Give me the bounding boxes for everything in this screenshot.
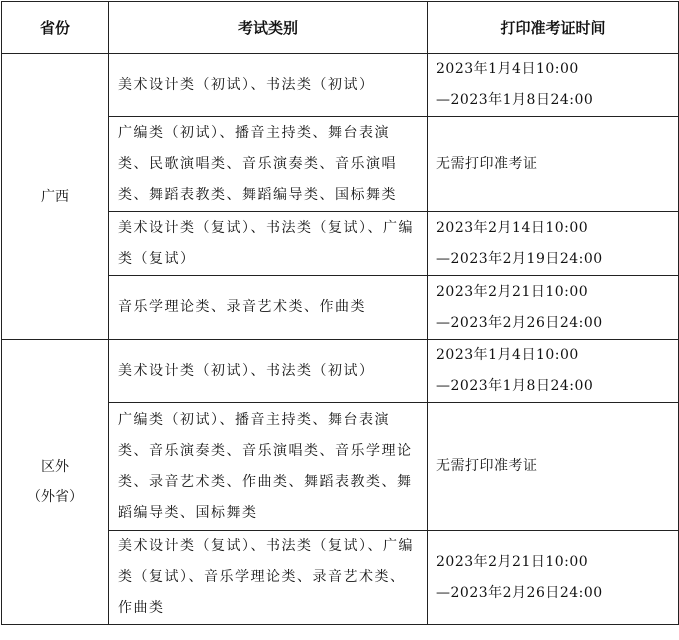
table-row bbox=[2, 340, 679, 403]
category-cell: 广编类（初试）、播音主持类、舞台表演类、音乐演奏类、音乐演唱类、音乐学理论类、录音艺术类、作曲类、舞蹈表教类、舞蹈编导类、国标舞类 bbox=[109, 403, 428, 531]
province-outside bbox=[2, 340, 109, 625]
header-province: 省份 bbox=[2, 2, 109, 54]
table-row bbox=[2, 54, 679, 117]
time-cell bbox=[428, 54, 679, 117]
header-print-time: 打印准考证时间 bbox=[428, 2, 679, 54]
time-note: 无需打印准考证 bbox=[436, 155, 538, 172]
category-cell: 广编类（初试）、播音主持类、舞台表演类、民歌演唱类、音乐演奏类、音乐演唱类、舞蹈表教类、舞蹈编导类、国标舞类 bbox=[109, 117, 428, 212]
category-cell: 美术设计类（初试）、书法类（初试） bbox=[109, 54, 428, 117]
time-end: —2023年2月26日24:00 bbox=[436, 314, 603, 331]
province-outside-line2: （外省） bbox=[27, 489, 83, 505]
time-start: 2023年1月4日10:00 bbox=[436, 347, 579, 363]
category-cell: 美术设计类（复试）、书法类（复试）、广编类（复试） bbox=[109, 212, 428, 276]
time-start: 2023年2月14日10:00 bbox=[436, 219, 589, 236]
time-end: —2023年1月8日24:00 bbox=[436, 378, 594, 394]
time-cell bbox=[428, 340, 679, 403]
time-end: —2023年2月19日24:00 bbox=[436, 250, 603, 267]
province-outside-line1: 区外 bbox=[41, 459, 69, 475]
category-cell: 音乐学理论类、录音艺术类、作曲类 bbox=[109, 276, 428, 340]
time-end: —2023年1月8日24:00 bbox=[436, 92, 594, 108]
category-cell: 美术设计类（初试）、书法类（初试） bbox=[109, 340, 428, 403]
table-header-row bbox=[2, 2, 679, 54]
exam-schedule-table bbox=[1, 1, 679, 625]
time-start: 2023年2月21日10:00 bbox=[436, 553, 589, 570]
time-start: 2023年2月21日10:00 bbox=[436, 283, 589, 300]
time-start: 2023年1月4日10:00 bbox=[436, 61, 579, 77]
time-cell bbox=[428, 531, 679, 625]
time-note: 无需打印准考证 bbox=[436, 458, 538, 474]
time-cell bbox=[428, 403, 679, 531]
time-cell bbox=[428, 117, 679, 212]
category-cell: 美术设计类（复试）、书法类（复试）、广编类（复试）、音乐学理论类、录音艺术类、作曲类 bbox=[109, 531, 428, 625]
province-guangxi: 广西 bbox=[2, 54, 109, 340]
time-end: —2023年2月26日24:00 bbox=[436, 584, 603, 601]
header-category: 考试类别 bbox=[109, 2, 428, 54]
time-cell bbox=[428, 212, 679, 276]
time-cell bbox=[428, 276, 679, 340]
